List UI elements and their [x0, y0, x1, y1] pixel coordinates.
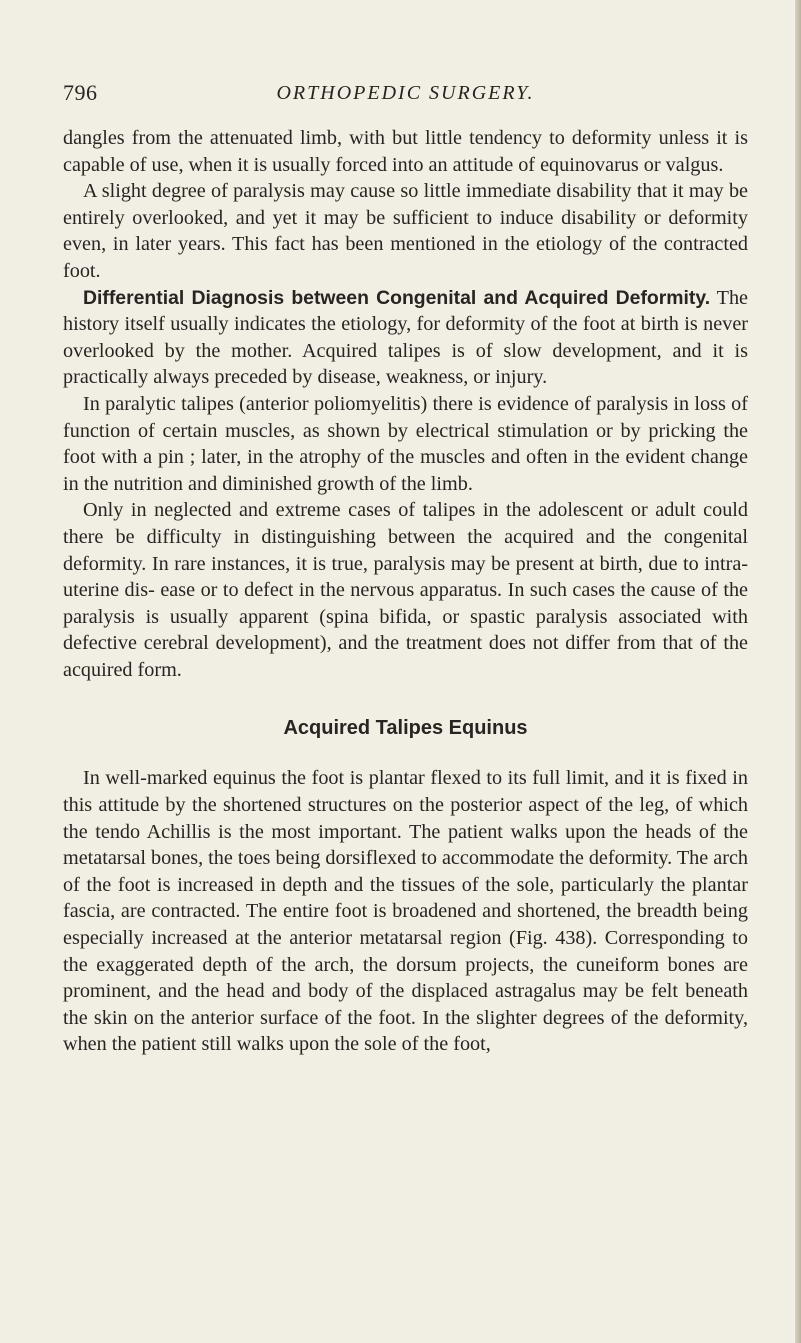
paragraph-text: dangles from the attenuated limb, with but little tendency to deformity unless it is capable of use, when it is usually forced into an attitude of equinovarus or valgus.	[63, 127, 748, 176]
paragraph-text: Only in neglected and extreme cases of talipes in the adolescent or adult could there be difficulty in distinguishing between the acquired and the congenital deformity. In rare instances, it is true, paralysis may be present at birth, due to intra-uterine dis- ease or to defect in the nervous apparatus. In such cases the cause of the paralysis is usually apparent (spina bifida, or spastic paralysis associated with defective cerebral development), and the treatment does not differ from that of the acquired form.	[63, 499, 748, 681]
running-title: ORTHOPEDIC SURGERY.	[276, 82, 535, 104]
page-edge-shadow	[795, 0, 801, 1343]
paragraph-text: The history itself usually indicates the etiology, for deformity of the foot at birth is never overlooked by the mother. Acquired talipes is of slow development, and it is practically always preceded by disease, weakness, or injury.	[63, 286, 749, 389]
page-number: 796	[63, 80, 98, 105]
run-in-heading: Differential Diagnosis between Congenital and Acquired Deformity.	[83, 286, 711, 309]
body-text	[63, 125, 748, 1058]
paragraph-equinus	[63, 765, 748, 1058]
running-head	[63, 78, 748, 108]
paragraph-differential-diagnosis	[63, 285, 748, 391]
paragraph-neglected-cases	[63, 497, 748, 683]
section-heading: Acquired Talipes Equinus	[283, 717, 528, 740]
paragraph-slight-paralysis	[63, 178, 748, 284]
paragraph-text: In paralytic talipes (anterior poliomyelitis) there is evidence of paralysis in loss of function of certain muscles, as shown by electrical stimulation or by pricking the foot with a pin ; later, in the atrophy of the muscles and often in the evident change in the nutrition and diminished growth of the limb.	[63, 392, 748, 495]
paragraph-text: In well-marked equinus the foot is plantar flexed to its full limit, and it is fixed in this attitude by the shortened structures on the posterior aspect of the leg, of which the tendo Achillis is the most important. The patient walks upon the heads of the metatarsal bones, the toes being dorsiflexed to accommodate the deformity. The arch of the foot is increased in depth and the tissues of the sole, particularly the plantar fascia, are contracted. The entire foot is broadened and shortened, the breadth being especially increased at the anterior metatarsal region (Fig. 438). Corresponding to the exaggerated depth of the arch, the dorsum projects, the cuneiform bones are prominent, and the head and body of the displaced astragalus may be felt beneath the skin on the anterior surface of the foot. In the slighter degrees of the deformity, when the patient still walks upon the sole of the foot,	[63, 767, 749, 1056]
paragraph-text: A slight degree of paralysis may cause so little immediate disability that it may be entirely overlooked, and yet it may be sufficient to induce disability or deformity even, in later years. This fact has been mentioned in the etiology of the contracted foot.	[63, 180, 748, 282]
paragraph-continued	[63, 125, 748, 178]
paragraph-paralytic-talipes	[63, 391, 748, 497]
